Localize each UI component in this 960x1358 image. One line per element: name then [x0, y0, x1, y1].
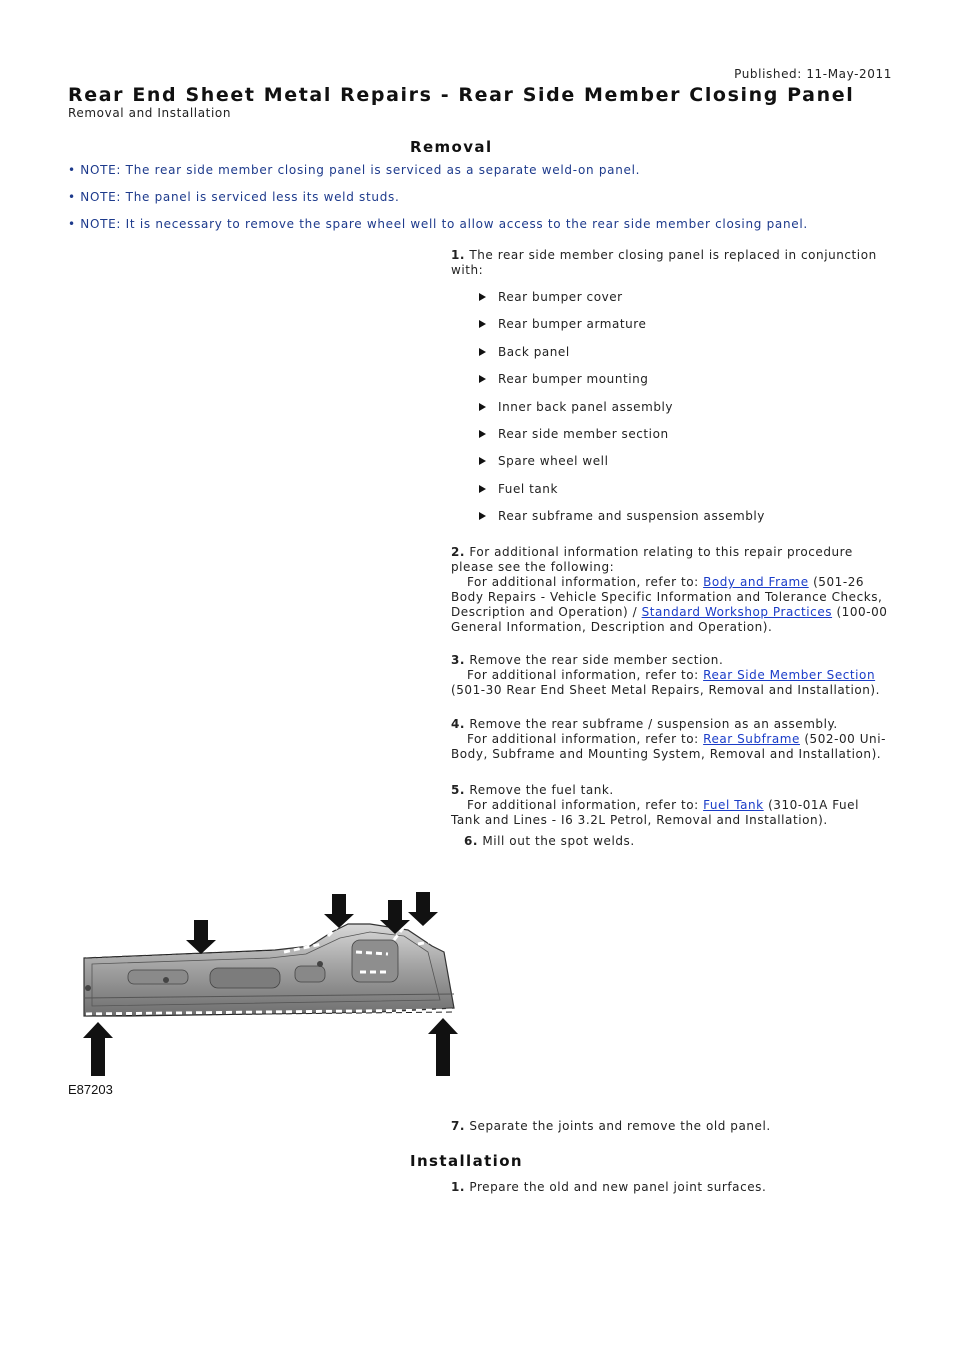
reference-prefix: For additional information, refer to:: [467, 732, 699, 746]
step-text: Separate the joints and remove the old panel.: [469, 1119, 771, 1133]
step-number: 5.: [451, 783, 466, 797]
bullet-arrow-icon: [479, 320, 486, 328]
link-fuel-tank[interactable]: Fuel Tank: [703, 798, 764, 812]
removal-heading: Removal: [410, 138, 493, 156]
step-number: 3.: [451, 653, 466, 667]
reference-detail: (502-00 Uni-Body, Subframe and Mounting System, Removal and Installation).: [451, 732, 886, 761]
step-text: Remove the rear side member section.: [469, 653, 724, 667]
reference-prefix: For additional information, refer to:: [467, 575, 699, 589]
list-item: Rear bumper cover: [467, 290, 765, 317]
page-title: Rear End Sheet Metal Repairs - Rear Side Member Closing Panel: [68, 84, 855, 106]
link-rear-subframe[interactable]: Rear Subframe: [703, 732, 800, 746]
link-body-and-frame[interactable]: Body and Frame: [703, 575, 809, 589]
list-item: Rear bumper mounting: [467, 372, 765, 399]
note-weld-on-panel: • NOTE: The rear side member closing panel is serviced as a separate weld-on panel.: [68, 163, 641, 177]
bullet-arrow-icon: [479, 375, 486, 383]
list-item: Spare wheel well: [467, 454, 765, 481]
step-number: 1.: [451, 248, 466, 262]
list-item: Back panel: [467, 345, 765, 372]
step-number: 4.: [451, 717, 466, 731]
bullet-arrow-icon: [479, 430, 486, 438]
reference-detail: (501-30 Rear End Sheet Metal Repairs, Removal and Installation).: [451, 683, 881, 697]
step-number: 6.: [464, 834, 479, 848]
bullet-arrow-icon: [479, 348, 486, 356]
step-text: Mill out the spot welds.: [482, 834, 635, 848]
list-item: Fuel tank: [467, 482, 765, 509]
bullet-arrow-icon: [479, 403, 486, 411]
bullet-arrow-icon: [479, 457, 486, 465]
reference-detail: (501-26 Body Repairs - Vehicle Specific Information and Tolerance Checks, Description and Operation) /: [451, 575, 883, 619]
side-member-panel-illustration: [70, 880, 462, 1100]
list-item: Rear subframe and suspension assembly: [467, 509, 765, 536]
removal-step-3: [451, 653, 891, 698]
removal-step-4: [451, 717, 891, 762]
link-standard-workshop-practices[interactable]: Standard Workshop Practices: [641, 605, 833, 619]
reference-detail: (100-00 General Information, Description and Operation).: [451, 605, 888, 634]
removal-step-7: [451, 1119, 891, 1134]
step-text: The rear side member closing panel is replaced in conjunction with:: [451, 248, 877, 277]
step-number: 1.: [451, 1180, 466, 1194]
removal-step-6: [464, 834, 884, 849]
installation-heading: Installation: [410, 1152, 523, 1170]
bullet-arrow-icon: [479, 512, 486, 520]
list-item: Rear bumper armature: [467, 317, 765, 344]
removal-step-2: [451, 545, 891, 635]
list-item: Rear side member section: [467, 427, 765, 454]
step-number: 2.: [451, 545, 466, 559]
reference-prefix: For additional information, refer to:: [467, 668, 699, 682]
step-text: Remove the rear subframe / suspension as an assembly.: [469, 717, 838, 731]
note-spare-wheel-well: • NOTE: It is necessary to remove the spare wheel well to allow access to the rear side member closing panel.: [68, 217, 808, 231]
figure-caption: E87203: [68, 1082, 113, 1097]
published-date: Published: 11-May-2011: [734, 67, 892, 81]
page-subtitle: Removal and Installation: [68, 106, 232, 120]
step-text: Prepare the old and new panel joint surfaces.: [469, 1180, 767, 1194]
step-number: 7.: [451, 1119, 466, 1133]
step-text: Remove the fuel tank.: [469, 783, 614, 797]
step-text: For additional information relating to this repair procedure please see the following:: [451, 545, 853, 574]
installation-step-1: [451, 1180, 891, 1195]
link-rear-side-member-section[interactable]: Rear Side Member Section: [703, 668, 876, 682]
note-weld-studs: • NOTE: The panel is serviced less its weld studs.: [68, 190, 400, 204]
reference-detail: (310-01A Fuel Tank and Lines - I6 3.2L Petrol, Removal and Installation).: [451, 798, 859, 827]
list-item: Inner back panel assembly: [467, 400, 765, 427]
removal-step-1: [451, 248, 891, 278]
removal-step-5: [451, 783, 891, 828]
bullet-arrow-icon: [479, 293, 486, 301]
reference-prefix: For additional information, refer to:: [467, 798, 699, 812]
bullet-arrow-icon: [479, 485, 486, 493]
conjunction-list: [467, 290, 765, 537]
